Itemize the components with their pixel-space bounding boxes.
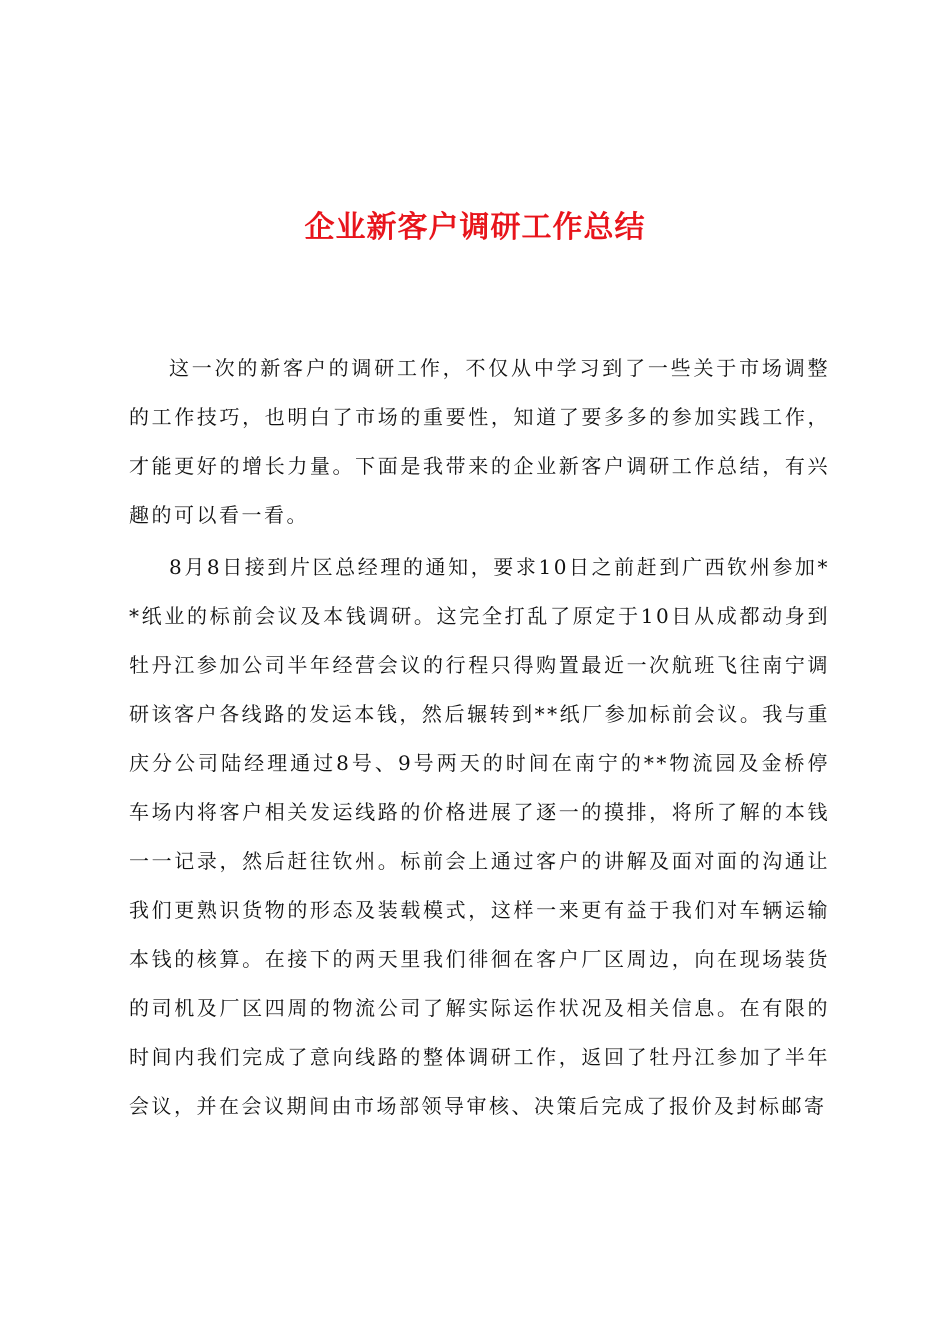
body-paragraph: 8月8日接到片区总经理的通知，要求10日之前赶到广西钦州参加**纸业的标前会议及本钱调研。这完全打乱了原定于10日从成都动身到牡丹江参加公司半年经营会议的行程只得购置最近一次航班飞往南宁调研该客户各线路的发运本钱，然后辗转到**纸厂参加标前会议。我与重庆分公司陆经理通过8号、9号两天的时间在南宁的**物流园及金桥停车场内将客户相关发运线路的价格进展了逐一的摸排，将所了解的本钱一一记录，然后赶往钦州。标前会上通过客户的讲解及面对面的沟通让我们更熟识货物的形态及装载模式，这样一来更有益于我们对车辆运输本钱的核算。在接下的两天里我们徘徊在客户厂区周边，向在现场装货的司机及厂区四周的物流公司了解实际运作状况及相关信息。在有限的时间内我们完成了意向线路的整体调研工作，返回了牡丹江参加了半年会议，并在会议期间由市场部领导审核、决策后完成了报价及封标邮寄 (129, 555, 830, 1118)
document-title: 企业新客户调研工作总结 (304, 210, 646, 245)
document-body (129, 344, 830, 1131)
intro-paragraph: 这一次的新客户的调研工作，不仅从中学习到了一些关于市场调整的工作技巧，也明白了市场的重要性，知道了要多多的参加实践工作，才能更好的增长力量。下面是我带来的企业新客户调研工作总结，有兴趣的可以看一看。 (129, 356, 830, 527)
